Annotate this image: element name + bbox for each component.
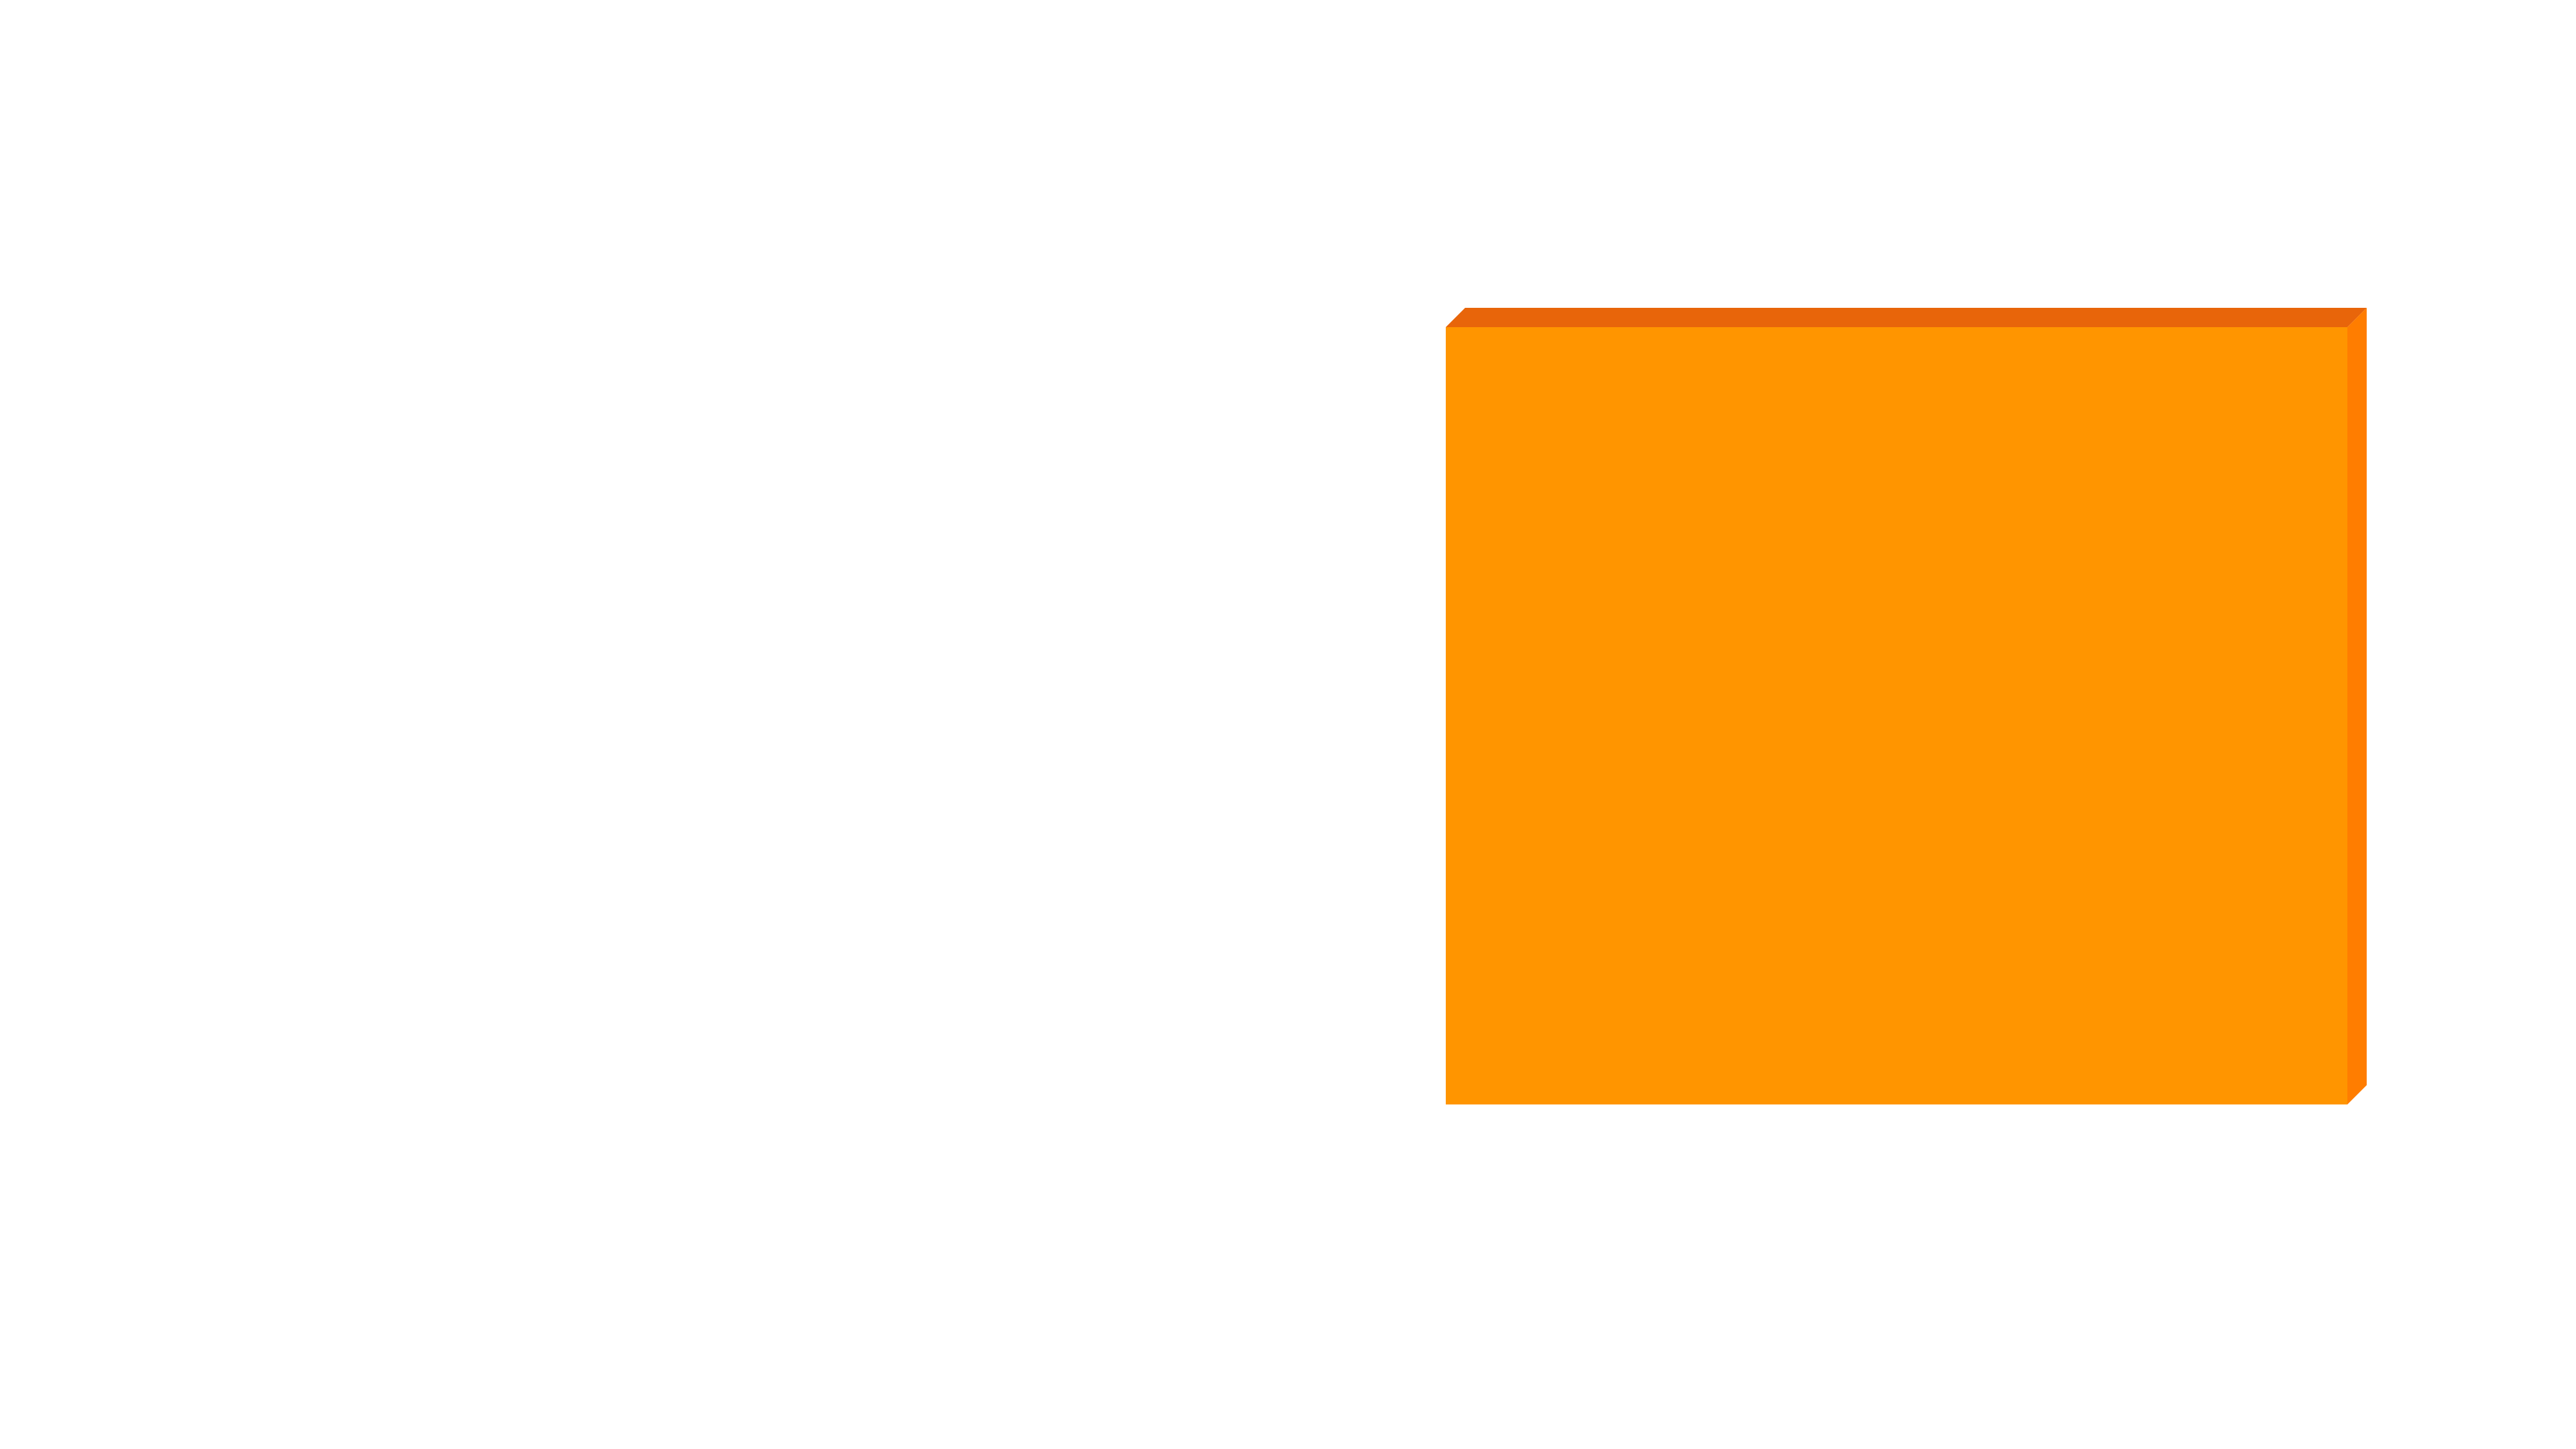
- text-column-left: [115, 303, 668, 319]
- callout-box: [1446, 308, 2367, 1104]
- page-footer: [115, 1385, 156, 1403]
- callout-3d-box: [1446, 308, 2367, 1104]
- callout-side-edge: [2347, 308, 2367, 1104]
- callout-face: [1446, 327, 2347, 1104]
- text-column-middle: [778, 303, 1332, 319]
- callout-top-edge: [1446, 308, 2367, 327]
